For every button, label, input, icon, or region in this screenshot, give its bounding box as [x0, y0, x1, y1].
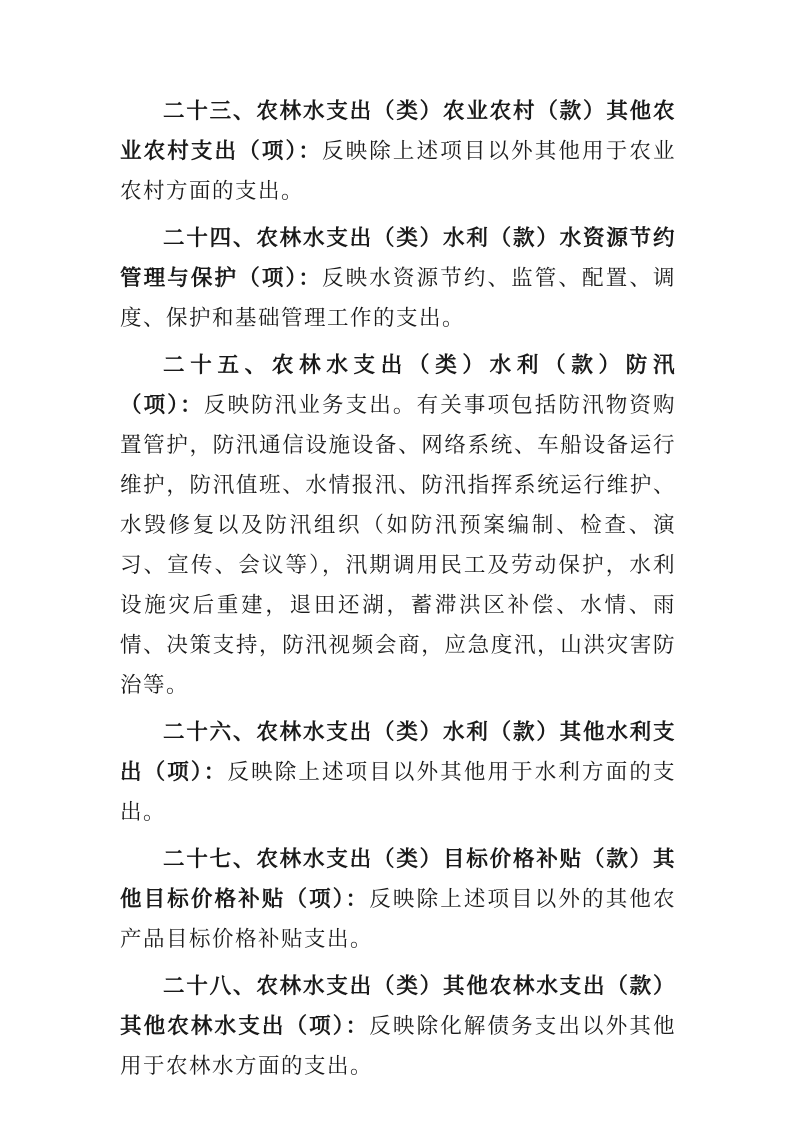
- section-body: 反映除上述项目以外的其他农产品目标价格补贴支出。: [120, 887, 676, 952]
- section-body: 反映除上述项目以外其他用于水利方面的支出。: [120, 760, 676, 825]
- section-body: 反映水资源节约、监管、配置、调度、保护和基础管理工作的支出。: [120, 266, 676, 331]
- section-heading: 二十七、农林水支出（类）目标价格补贴（款）其他目标价格补贴（项）：: [120, 847, 676, 912]
- section-body: 反映防汛业务支出。有关事项包括防汛物资购置管护，防汛通信设施设备、网络系统、车船设备运行维护，防汛值班、水情报汛、防汛指挥系统运行维护、水毁修复以及防汛组织（如防汛预案编制、检查、演习、宣传、会议等），汛期调用民工及劳动保护，水利设施灾后重建，退田还湖，蓄滞洪区补偿、水情、雨情、决策支持，防汛视频会商，应急度汛，山洪灾害防治等。: [120, 393, 676, 698]
- section-23: [120, 92, 676, 212]
- section-body: 反映除化解债务支出以外其他用于农林水方面的支出。: [120, 1014, 676, 1079]
- section-24: [120, 219, 676, 339]
- section-25: [120, 346, 676, 706]
- section-heading: 二十五、农林水支出（类）水利（款）防汛（项）：: [120, 353, 676, 418]
- section-heading: 二十六、农林水支出（类）水利（款）其他水利支出（项）：: [120, 720, 676, 785]
- section-heading: 二十八、农林水支出（类）其他农林水支出（款）其他农林水支出（项）：: [120, 974, 676, 1039]
- section-27: [120, 840, 676, 960]
- section-body: 反映除上述项目以外其他用于农业农村方面的支出。: [120, 139, 676, 204]
- section-28: [120, 967, 676, 1087]
- section-heading: 二十四、农林水支出（类）水利（款）水资源节约管理与保护（项）：: [120, 226, 676, 291]
- document-page: [120, 92, 676, 1094]
- section-heading: 二十三、农林水支出（类）农业农村（款）其他农业农村支出（项）：: [120, 99, 676, 164]
- section-26: [120, 713, 676, 833]
